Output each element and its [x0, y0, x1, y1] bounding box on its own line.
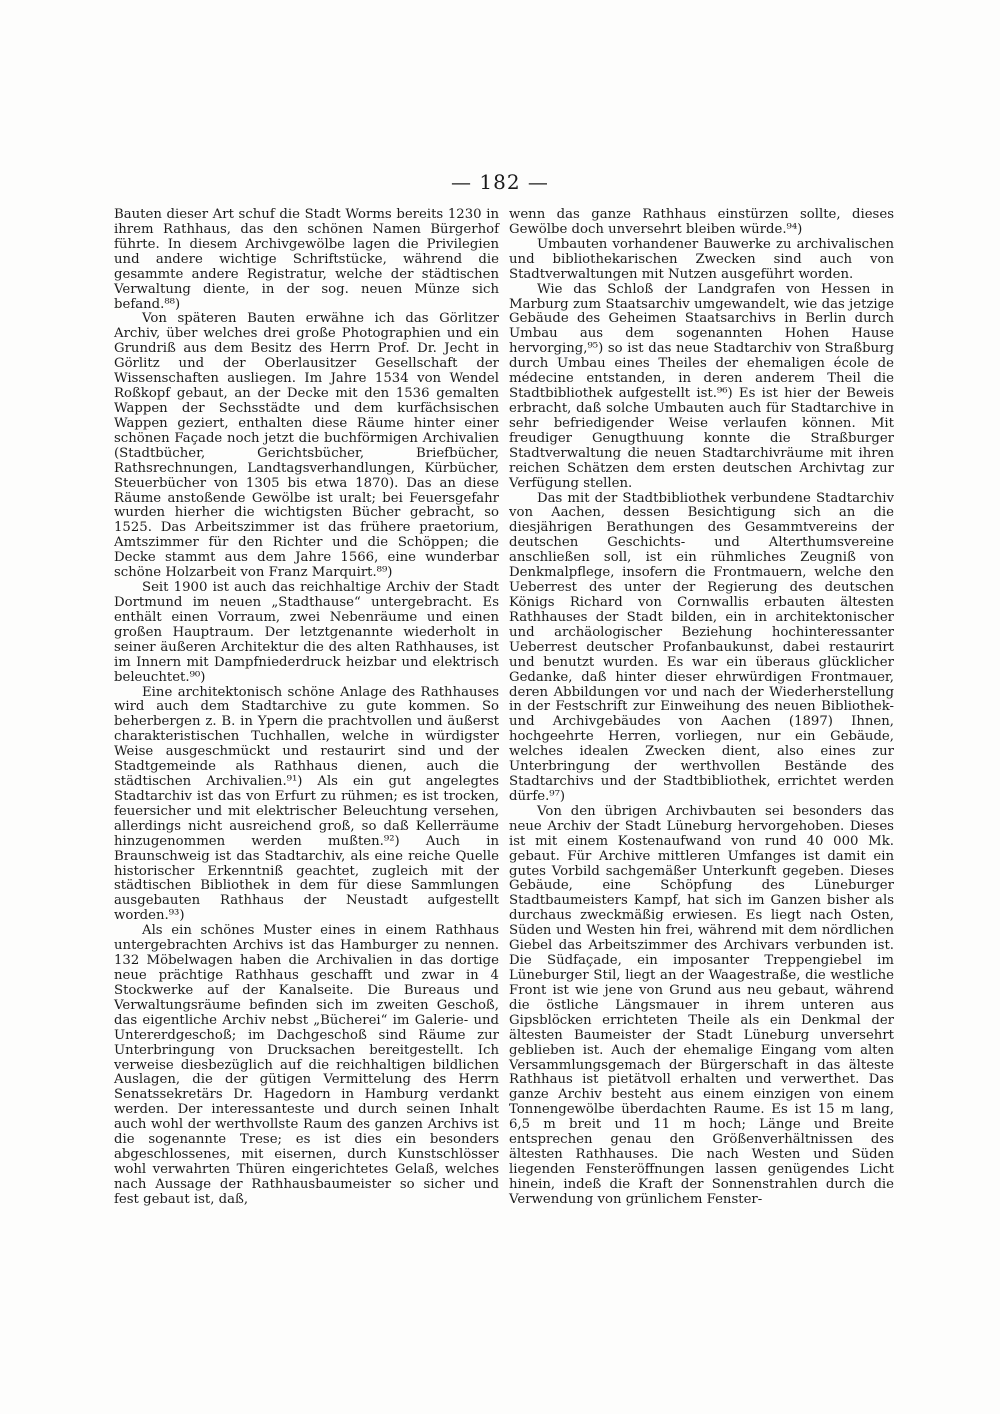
right-column	[509, 208, 894, 1208]
left-column	[114, 208, 499, 1208]
paragraph: Seit 1900 ist auch das reichhaltige Archiv der Stadt Dortmund im neuen „Stadthause“ untergebracht. Es enthält einen Vorraum, zwei Nebenräume und einen großen Hauptraum. Der letztgenannte wiederholt in seiner äußeren Architektur die des alten Rathhauses, ist im Innern mit Dampfniederdruck heizbar und elektrisch beleuchtet.⁹⁰)	[114, 580, 499, 685]
paragraph: Umbauten vorhandener Bauwerke zu archivalischen und bibliothekarischen Zwecken sind auch von Stadtverwaltungen mit Nutzen ausgeführt worden.	[509, 236, 894, 282]
paragraph: Wie das Schloß der Landgrafen von Hessen in Marburg zum Staatsarchiv umgewandelt, wie das jetzige Gebäude des Geheimen Staatsarchivs in Berlin durch Umbau aus dem sogenannten Hohen Hause hervorging,⁹⁵) so ist das neue Stadtarchiv von Straßburg durch Umbau eines Theiles der ehemaligen école de médecine entstanden, in deren anderem Theil die Stadtbibliothek aufgestellt ist.⁹⁶) Es ist hier der Beweis erbracht, daß solche Umbauten auch für Stadtarchive in sehr befriedigender Weise verlaufen können. Mit freudiger Genugthuung konnte die Straßburger Stadtverwaltung die neuen Stadtarchivräume mit ihren reichen Schätzen dem ersten deutschen Archivtag zur Verfügung stellen.	[509, 281, 894, 491]
paragraph: Als ein schönes Muster eines in einem Rathhaus untergebrachten Archivs ist das Hamburger zu nennen. 132 Möbelwagen haben die Archivalien in das dortige neue prächtige Rathhaus geschafft und zwar in 4 Stockwerke auf der Kanalseite. Die Bureaus und Verwaltungsräume befinden sich im zweiten Geschoß, das eigentliche Archiv nebst „Bücherei“ im Galerie- und Untererdgeschoß; im Dachgeschoß sind Räume zur Unterbringung von Drucksachen bereitgestellt. Ich verweise diesbezüglich auf die reichhaltigen bildlichen Auslagen, die der gütigen Vermittelung des Herrn Senatssekretärs Dr. Hagedorn in Hamburg verdankt werden. Der interessanteste und durch seinen Inhalt auch wohl der werthvollste Raum des ganzen Archivs ist die sogenannte Trese; es ist dies ein besonders abgeschlossenes, mit eisernen, durch Kunstschlösser wohl verwahrten Thüren eingerichtetes Gelaß, welches nach Aussage der Rathhausbaumeister so sicher und fest gebaut ist, daß,	[114, 923, 499, 1207]
paragraph: Bauten dieser Art schuf die Stadt Worms bereits 1230 in ihrem Rathhaus, das den schönen Namen Bürgerhof führte. In diesem Archivgewölbe lagen die Privilegien und andere wichtige Schriftstücke, während die gesammte andere Registratur, welche der städtischen Verwaltung diente, in der sog. neuen Münze sich befand.⁸⁸)	[114, 207, 499, 312]
paragraph: wenn das ganze Rathhaus einstürzen sollte, dieses Gewölbe doch unversehrt bleiben würde.⁹⁴)	[509, 207, 894, 237]
page-number: — 182 —	[451, 170, 549, 194]
paragraph: Das mit der Stadtbibliothek verbundene Stadtarchiv von Aachen, dessen Besichtigung sich an die diesjährigen Berathungen des Gesammtvereins der deutschen Geschichts- und Alterthumsvereine anschließen soll, ist ein rühmliches Zeugniß von Denkmalpflege, insofern die Frontmauern, welche den Ueberrest des unter der Regierung des deutschen Königs Richard von Cornwallis erbauten ältesten Rathhauses der Stadt bilden, ein in architektonischer und archäologischer Beziehung hochinteressanter Ueberrest deutscher Profanbaukunst, dabei restaurirt und benutzt wurden. Es war ein überaus glücklicher Gedanke, daß hinter dieser ehrwürdigen Frontmauer, deren Abbildungen vor und nach der Wiederherstellung in der Festschrift zur Einweihung des neuen Bibliothek- und Archivgebäudes von Aachen (1897) Ihnen, hochgeehrte Herren, vorliegen, nur ein Gebäude, welches idealen Zwecken dient, also eines zur Unterbringung der werthvollen Bestände des Stadtarchivs und der Stadtbibliothek, errichtet werden dürfe.⁹⁷)	[509, 490, 894, 804]
paragraph: Von späteren Bauten erwähne ich das Görlitzer Archiv, über welches drei große Photographien und ein Grundriß aus dem Besitz des Herrn Prof. Dr. Jecht in Görlitz und der Oberlausitzer Gesellschaft der Wissenschaften ausliegen. Im Jahre 1534 von Wendel Roßkopf gebaut, an der Decke mit den 1536 gemalten Wappen der Sechsstädte und dem kurfächsischen Wappen geziert, enthalten diese Räume hinter einer schönen Façade noch jetzt die buchförmigen Archivalien (Stadtbücher, Gerichtsbücher, Briefbücher, Rathsrechnungen, Landtagsverhandlungen, Kürbücher, Steuerbücher von 1305 bis etwa 1870). Das an diese Räume anstoßende Gewölbe ist uralt; bei Feuersgefahr wurden hierher die wichtigsten Bücher gebracht, so 1525. Das Arbeitszimmer ist das frühere praetorium, Amtszimmer für den Richter und die Schöppen; die Decke stammt aus dem Jahre 1566, eine wunderbar schöne Holzarbeit von Franz Marquirt.⁸⁹)	[114, 311, 499, 581]
paragraph: Von den übrigen Archivbauten sei besonders das neue Archiv der Stadt Lüneburg hervorgehoben. Dieses ist mit einem Kostenaufwand von rund 40 000 Mk. gebaut. Für Archive mittleren Umfanges ist damit ein gutes Vorbild sachgemäßer Unterkunft gegeben. Dieses Gebäude, eine Schöpfung des Lüneburger Stadtbaumeisters Kampf, hat sich im Ganzen bisher als durchaus zweckmäßig erwiesen. Es liegt nach Osten, Süden und Westen hin frei, während mit dem nördlichen Giebel das Arbeitszimmer des Archivars verbunden ist. Die Südfaçade, ein imposanter Treppengiebel im Lüneburger Stil, liegt an der Waagestraße, die westliche Front ist wie jene von Grund aus neu gebaut, während die östliche Längsmauer in ihrem unteren aus Gipsblöcken errichteten Theile als ein Denkmal der ältesten Baumeister der Stadt Lüneburg unversehrt geblieben ist. Auch der ehemalige Eingang vom alten Versammlungsgemach der Bürgerschaft in das älteste Rathhaus ist pietätvoll erhalten und verwerthet. Das ganze Archiv besteht aus einem einzigen von einem Tonnengewölbe überdachten Raume. Es ist 15 m lang, 6,5 m breit und 11 m hoch; Länge und Breite entsprechen genau den Größenverhältnissen des ältesten Rathhauses. Die nach Westen und Süden liegenden Fensteröffnungen lassen genügendes Licht hinein, indeß die Kraft der Sonnenstrahlen durch die Verwendung von grünlichem Fenster-	[509, 803, 894, 1207]
paragraph: Eine architektonisch schöne Anlage des Rathhauses wird auch dem Stadtarchive zu gute kommen. So beherbergen z. B. in Ypern die prachtvollen und äußerst charakteristischen Tuchhallen, welche in würdigster Weise ausgeschmückt und restaurirt sind und der Stadtgemeinde als Rathhaus dienen, auch die städtischen Archivalien.⁹¹) Als ein gut angelegtes Stadtarchiv ist das von Erfurt zu rühmen; es ist trocken, feuersicher und mit elektrischer Beleuchtung versehen, allerdings nicht ausreichend groß, so daß Kellerräume hinzugenommen werden mußten.⁹²) Auch in Braunschweig ist das Stadtarchiv, als eine reiche Quelle historischer Erkenntniß geachtet, zugleich mit der städtischen Bibliothek in dem für diese Sammlungen ausgebauten Rathhaus der Neustadt aufgestellt worden.⁹³)	[114, 684, 499, 924]
